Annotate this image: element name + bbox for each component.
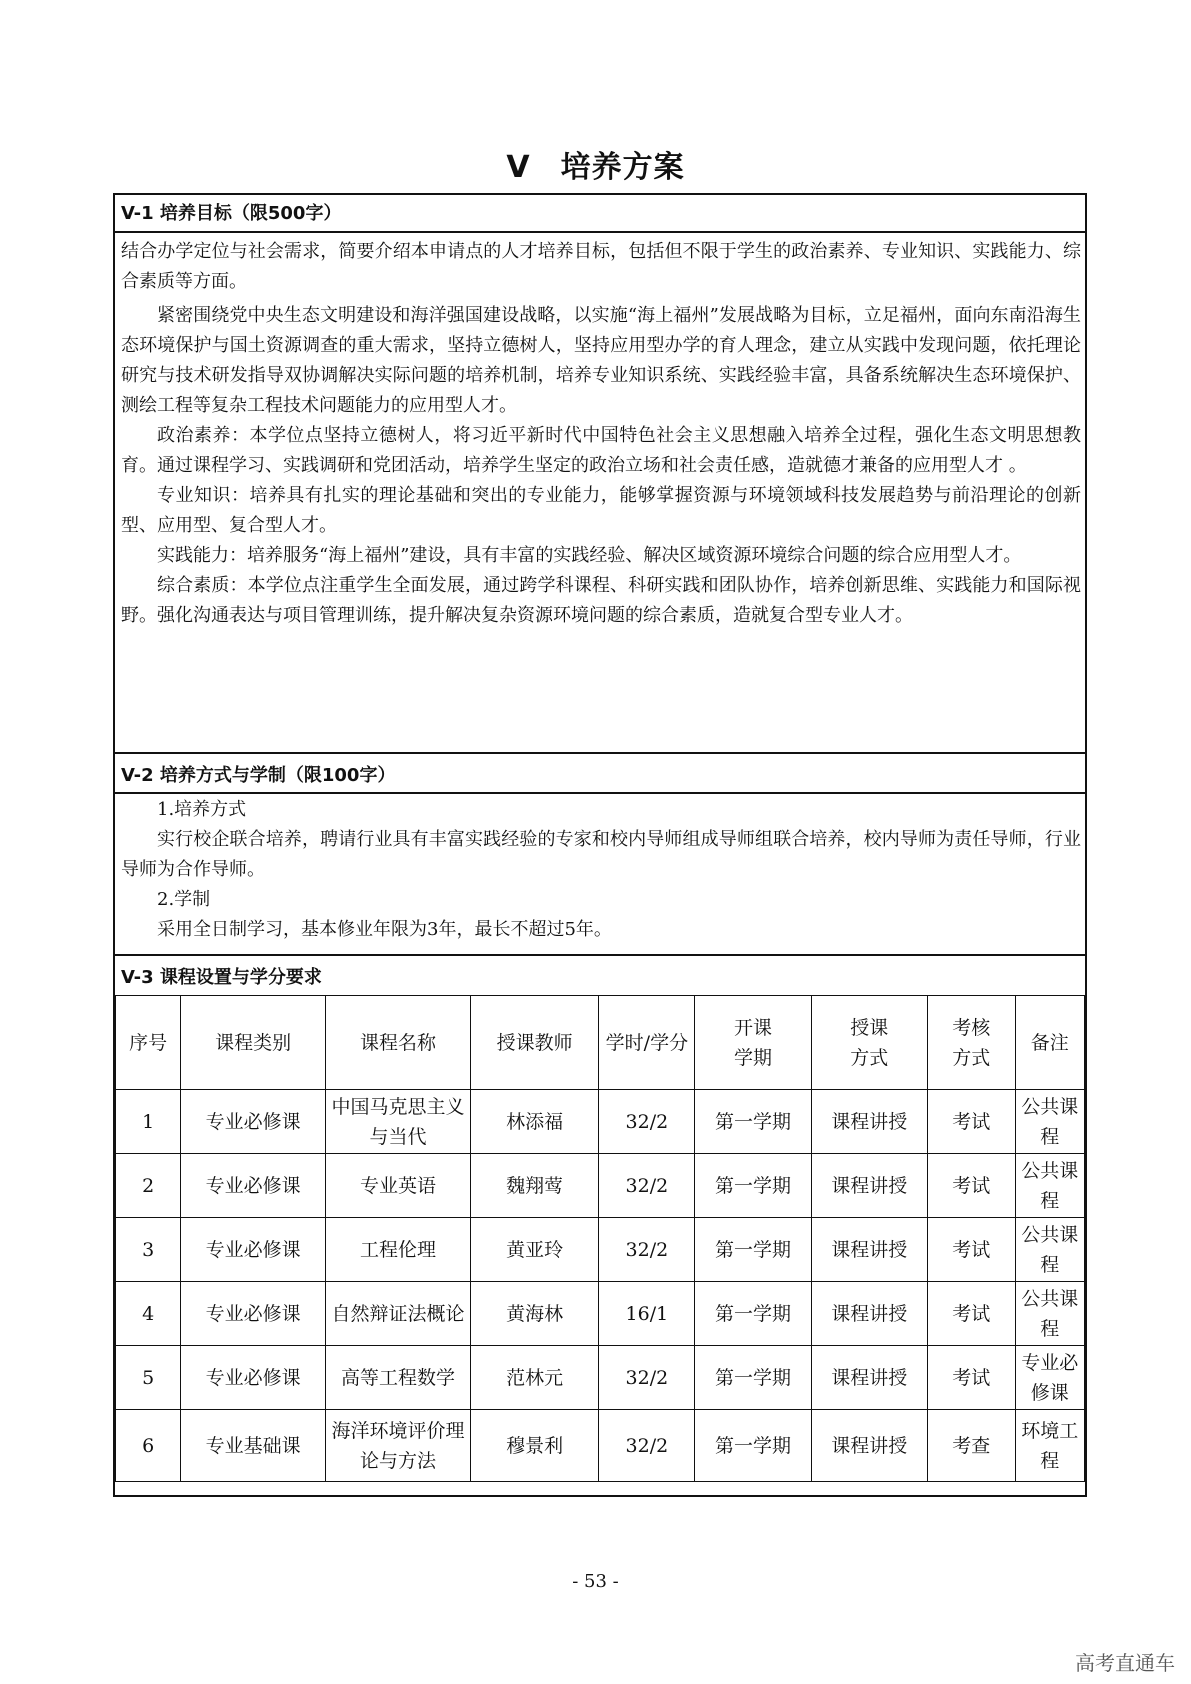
- table-row: [116, 1090, 1085, 1154]
- cell-assessment: 考试: [927, 1346, 1015, 1410]
- column-header: 考核 方式: [927, 996, 1015, 1090]
- cell-teaching-method: 课程讲授: [811, 1410, 927, 1482]
- cell-hours-credits: 32/2: [599, 1154, 695, 1218]
- cell-assessment: 考试: [927, 1218, 1015, 1282]
- table-row: [116, 1346, 1085, 1410]
- cell-semester: 第一学期: [695, 1218, 811, 1282]
- watermark: 高考直通车: [1075, 1651, 1175, 1675]
- cell-hours-credits: 32/2: [599, 1346, 695, 1410]
- section-v2-sub2: 2.学制: [157, 889, 211, 910]
- cell-category: 专业必修课: [181, 1090, 326, 1154]
- column-header: 课程名称: [326, 996, 471, 1090]
- cell-semester: 第一学期: [695, 1090, 811, 1154]
- form-frame: [113, 193, 1087, 1497]
- cell-hours-credits: 32/2: [599, 1218, 695, 1282]
- cell-hours-credits: 32/2: [599, 1410, 695, 1482]
- section-v1-political: 政治素养：本学位点坚持立德树人，将习近平新时代中国特色社会主义思想融入培养全过程，强化生态文明思想教育。通过课程学习、实践调研和党团活动，培养学生坚定的政治立场和社会责任感，造就德才兼备的应用型人才 。: [121, 425, 1081, 476]
- table-header-row: [116, 996, 1085, 1090]
- cell-category: 专业必修课: [181, 1346, 326, 1410]
- section-v1-intro: 结合办学定位与社会需求，简要介绍本申请点的人才培养目标，包括但不限于学生的政治素养、专业知识、实践能力、综合素质等方面。: [121, 241, 1081, 292]
- divider: [115, 231, 1085, 233]
- cell-index: 3: [116, 1218, 181, 1282]
- cell-teacher: 黄亚玲: [470, 1218, 599, 1282]
- section-v1-practice: 实践能力：培养服务“海上福州”建设，具有丰富的实践经验、解决区域资源环境综合问题的综合应用型人才。: [157, 545, 1022, 566]
- column-header: 授课 方式: [811, 996, 927, 1090]
- cell-semester: 第一学期: [695, 1154, 811, 1218]
- cell-course-name: 工程伦理: [326, 1218, 471, 1282]
- column-header: 课程类别: [181, 996, 326, 1090]
- cell-semester: 第一学期: [695, 1410, 811, 1482]
- cell-course-name: 高等工程数学: [326, 1346, 471, 1410]
- cell-teacher: 穆景利: [470, 1410, 599, 1482]
- column-header: 序号: [116, 996, 181, 1090]
- page-number: - 53 -: [572, 1571, 619, 1592]
- cell-note: 公共课程: [1015, 1218, 1084, 1282]
- cell-teacher: 魏翔莺: [470, 1154, 599, 1218]
- section-v2-text1: 实行校企联合培养，聘请行业具有丰富实践经验的专家和校内导师组成导师组联合培养，校内导师为责任导师，行业导师为合作导师。: [121, 829, 1081, 880]
- table-row: [116, 1154, 1085, 1218]
- cell-hours-credits: 16/1: [599, 1282, 695, 1346]
- cell-teaching-method: 课程讲授: [811, 1346, 927, 1410]
- cell-category: 专业必修课: [181, 1282, 326, 1346]
- divider: [115, 954, 1085, 956]
- cell-course-name: 海洋环境评价理论与方法: [326, 1410, 471, 1482]
- cell-assessment: 考试: [927, 1090, 1015, 1154]
- column-header: 学时/学分: [599, 996, 695, 1090]
- section-v2-text2: 采用全日制学习，基本修业年限为3年，最长不超过5年。: [157, 919, 612, 940]
- cell-index: 4: [116, 1282, 181, 1346]
- divider: [115, 792, 1085, 794]
- column-header: 授课教师: [470, 996, 599, 1090]
- cell-category: 专业必修课: [181, 1154, 326, 1218]
- cell-teaching-method: 课程讲授: [811, 1218, 927, 1282]
- section-v1-paragraph: 紧密围绕党中央生态文明建设和海洋强国建设战略，以实施“海上福州”发展战略为目标，立足福州，面向东南沿海生态环境保护与国土资源调查的重大需求，坚持立德树人，坚持应用型办学的育人理念，建立从实践中发现问题，依托理论研究与技术研发指导双协调解决实际问题的培养机制，培养专业知识系统、实践经验丰富，具备系统解决生态环境保护、测绘工程等复杂工程技术问题能力的应用型人才。: [121, 305, 1081, 416]
- cell-category: 专业基础课: [181, 1410, 326, 1482]
- cell-note: 公共课程: [1015, 1282, 1084, 1346]
- cell-teaching-method: 课程讲授: [811, 1090, 927, 1154]
- cell-category: 专业必修课: [181, 1218, 326, 1282]
- cell-index: 1: [116, 1090, 181, 1154]
- cell-teacher: 范林元: [470, 1346, 599, 1410]
- cell-assessment: 考试: [927, 1282, 1015, 1346]
- title-roman-numeral: V: [506, 150, 531, 185]
- cell-note: 专业必修课: [1015, 1346, 1084, 1410]
- cell-teacher: 林添福: [470, 1090, 599, 1154]
- cell-teaching-method: 课程讲授: [811, 1282, 927, 1346]
- course-table: [115, 995, 1085, 1482]
- cell-hours-credits: 32/2: [599, 1090, 695, 1154]
- section-v3-heading: V-3 课程设置与学分要求: [121, 967, 322, 988]
- cell-course-name: 专业英语: [326, 1154, 471, 1218]
- section-v2-heading: V-2 培养方式与学制（限100字）: [121, 765, 396, 786]
- cell-index: 2: [116, 1154, 181, 1218]
- cell-course-name: 自然辩证法概论: [326, 1282, 471, 1346]
- cell-teaching-method: 课程讲授: [811, 1154, 927, 1218]
- divider: [115, 752, 1085, 754]
- cell-note: 公共课程: [1015, 1090, 1084, 1154]
- table-row: [116, 1410, 1085, 1482]
- table-row: [116, 1282, 1085, 1346]
- section-v2-body: [121, 795, 1081, 945]
- cell-note: 公共课程: [1015, 1154, 1084, 1218]
- cell-course-name: 中国马克思主义与当代: [326, 1090, 471, 1154]
- cell-assessment: 考查: [927, 1410, 1015, 1482]
- section-v1-quality: 综合素质：本学位点注重学生全面发展，通过跨学科课程、科研实践和团队协作，培养创新思维、实践能力和国际视野。强化沟通表达与项目管理训练，提升解决复杂资源环境问题的综合素质，造就复合型专业人才。: [121, 575, 1081, 626]
- cell-teacher: 黄海林: [470, 1282, 599, 1346]
- section-v1-heading: V-1 培养目标（限500字）: [121, 203, 342, 224]
- title-text: 培养方案: [560, 150, 685, 185]
- page-title: [0, 142, 1191, 186]
- cell-semester: 第一学期: [695, 1282, 811, 1346]
- cell-index: 5: [116, 1346, 181, 1410]
- column-header: 备注: [1015, 996, 1084, 1090]
- cell-assessment: 考试: [927, 1154, 1015, 1218]
- table-row: [116, 1218, 1085, 1282]
- section-v1-knowledge: 专业知识：培养具有扎实的理论基础和突出的专业能力，能够掌握资源与环境领域科技发展趋势与前沿理论的创新型、应用型、复合型人才。: [121, 485, 1081, 536]
- section-v2-sub1: 1.培养方式: [157, 799, 247, 820]
- cell-index: 6: [116, 1410, 181, 1482]
- column-header: 开课 学期: [695, 996, 811, 1090]
- cell-note: 环境工程: [1015, 1410, 1084, 1482]
- cell-semester: 第一学期: [695, 1346, 811, 1410]
- section-v1-body: [121, 237, 1081, 631]
